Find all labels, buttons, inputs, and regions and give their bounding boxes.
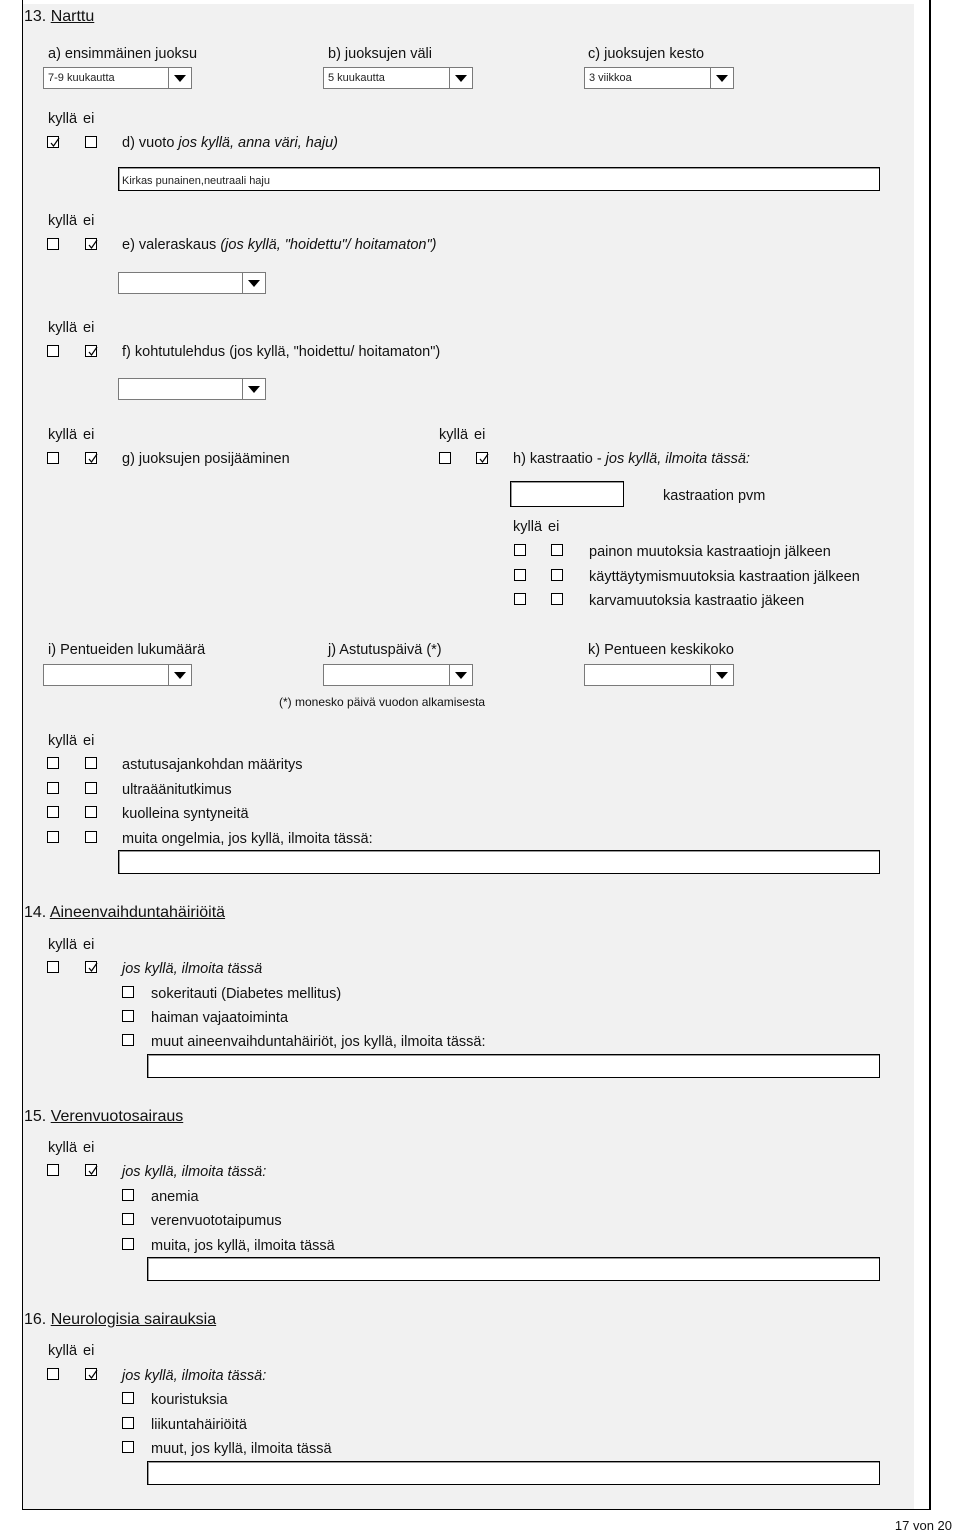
yes-checkbox[interactable] — [47, 1164, 59, 1176]
section-number: 14. — [24, 904, 47, 921]
section-title: Aineenvaihduntahäiriöitä — [49, 904, 226, 921]
yes-checkbox[interactable] — [439, 452, 451, 464]
other-bleeding-field[interactable] — [147, 1257, 880, 1281]
c-label: c) juoksujen kesto — [588, 46, 705, 62]
chevron-down-icon[interactable] — [242, 379, 265, 399]
no-checkbox[interactable] — [85, 1164, 97, 1176]
chevron-down-icon[interactable] — [710, 68, 733, 88]
j-label: j) Astutuspäivä (*) — [328, 642, 442, 658]
problem-item-label: muita ongelmia, jos kyllä, ilmoita tässä: — [122, 831, 373, 847]
no-checkbox[interactable] — [85, 961, 97, 973]
mating-day-note: (*) monesko päivä vuodon alkamisesta — [279, 695, 486, 709]
no-checkbox[interactable] — [85, 345, 97, 357]
bleeding-description-field[interactable] — [118, 167, 880, 191]
no-checkbox[interactable] — [85, 1368, 97, 1380]
item-label: sokeritauti (Diabetes mellitus) — [151, 986, 342, 1002]
item-label: muita, jos kyllä, ilmoita tässä — [151, 1238, 335, 1254]
item-label: muut, jos kyllä, ilmoita tässä — [151, 1441, 332, 1457]
other-neuro-field[interactable] — [147, 1461, 880, 1485]
heat-interval-select[interactable] — [323, 67, 473, 89]
item-checkbox[interactable] — [122, 1238, 134, 1250]
yes-checkbox[interactable] — [47, 806, 59, 818]
litter-size-select[interactable] — [584, 664, 734, 686]
right-border — [929, 0, 931, 1510]
e-label-italic: (jos kyllä, "hoidettu"/ hoitamaton") — [220, 237, 437, 253]
item-checkbox[interactable] — [122, 1213, 134, 1225]
left-border — [22, 0, 23, 1510]
yes-checkbox[interactable] — [47, 757, 59, 769]
h-label-italic: jos kyllä, ilmoita tässä: — [605, 451, 750, 467]
yes-checkbox[interactable] — [47, 961, 59, 973]
field-value: Kirkas punainen,neutraali haju — [122, 175, 270, 187]
e-label — [122, 237, 436, 253]
chevron-down-icon[interactable] — [449, 68, 472, 88]
item-label: haiman vajaatoiminta — [151, 1010, 289, 1026]
item-checkbox[interactable] — [122, 1034, 134, 1046]
pyometra-select[interactable] — [118, 378, 266, 400]
no-checkbox[interactable] — [476, 452, 488, 464]
section-15-heading — [24, 1108, 183, 1126]
mating-day-select[interactable] — [323, 664, 473, 686]
item-checkbox[interactable] — [122, 1392, 134, 1404]
section-title: Neurologisia sairauksia — [50, 1311, 217, 1328]
item-checkbox[interactable] — [122, 1441, 134, 1453]
section-number: 16. — [24, 1311, 47, 1328]
yes-checkbox[interactable] — [47, 452, 59, 464]
checkmark-icon — [87, 1369, 99, 1381]
checkmark-icon — [87, 453, 99, 465]
e-label-text: e) valeraskaus — [122, 237, 221, 253]
yes-checkbox[interactable] — [47, 136, 59, 148]
d-label-italic: jos kyllä, anna väri, haju) — [178, 135, 338, 151]
item-label: muut aineenvaihduntahäiriöt, jos kyllä, ilmoita tässä: — [151, 1034, 486, 1050]
item-label: verenvuototaipumus — [151, 1213, 282, 1229]
section-number: 15. — [24, 1108, 47, 1125]
h-item-label: karvamuutoksia kastraatio jäkeen — [589, 593, 805, 609]
select-value: 3 viikkoa — [589, 72, 632, 84]
yes-checkbox[interactable] — [514, 569, 526, 581]
yes-no-header: kyllä ei — [48, 427, 95, 443]
no-checkbox[interactable] — [85, 452, 97, 464]
yes-no-header: kyllä ei — [48, 733, 95, 749]
prompt-label: jos kyllä, ilmoita tässä: — [122, 1164, 267, 1180]
chevron-down-icon[interactable] — [710, 665, 733, 685]
yes-no-header: kyllä ei — [513, 519, 560, 535]
checkmark-icon — [49, 137, 61, 149]
g-label: g) juoksujen posijääminen — [122, 451, 290, 467]
select-value: 5 kuukautta — [328, 72, 385, 84]
problem-item-label: ultraäänitutkimus — [122, 782, 232, 798]
chevron-down-icon[interactable] — [242, 273, 265, 293]
first-heat-select[interactable] — [43, 67, 192, 89]
problem-item-label: kuolleina syntyneitä — [122, 806, 249, 822]
checkmark-icon — [87, 1165, 99, 1177]
yes-checkbox[interactable] — [47, 1368, 59, 1380]
item-checkbox[interactable] — [122, 1417, 134, 1429]
bottom-border — [22, 1509, 931, 1510]
checkmark-icon — [87, 346, 99, 358]
other-problems-field[interactable] — [118, 850, 880, 874]
section-14-heading — [24, 904, 225, 922]
no-checkbox[interactable] — [85, 782, 97, 794]
item-label: kouristuksia — [151, 1392, 228, 1408]
no-checkbox[interactable] — [85, 238, 97, 250]
yes-checkbox[interactable] — [47, 782, 59, 794]
no-checkbox[interactable] — [551, 593, 563, 605]
checkmark-icon — [87, 962, 99, 974]
section-title: Narttu — [50, 8, 95, 25]
yes-no-header: kyllä ei — [48, 320, 95, 336]
b-label: b) juoksujen väli — [328, 46, 432, 62]
chevron-down-icon[interactable] — [168, 665, 191, 685]
h-item-label: painon muutoksia kastraatiojn jälkeen — [589, 544, 831, 560]
yes-no-header: kyllä ei — [48, 111, 95, 127]
d-label-text: d) vuoto — [122, 135, 179, 151]
chevron-down-icon[interactable] — [449, 665, 472, 685]
f-label: f) kohtutulehdus (jos kyllä, "hoidettu/ hoitamaton") — [122, 344, 441, 360]
yes-no-header: kyllä ei — [48, 937, 95, 953]
yes-no-header: kyllä ei — [48, 1343, 95, 1359]
section-title: Verenvuotosairaus — [50, 1108, 184, 1125]
checkmark-icon — [478, 453, 490, 465]
item-checkbox[interactable] — [122, 1010, 134, 1022]
select-value: 7-9 kuukautta — [48, 72, 115, 84]
no-checkbox[interactable] — [85, 831, 97, 843]
section-number: 13. — [24, 8, 47, 25]
castration-date-label: kastraation pvm — [663, 488, 766, 504]
chevron-down-icon[interactable] — [168, 68, 191, 88]
yes-checkbox[interactable] — [47, 831, 59, 843]
h-label — [513, 451, 750, 467]
yes-checkbox[interactable] — [514, 593, 526, 605]
section-16-heading — [24, 1311, 216, 1329]
yes-no-header: kyllä ei — [48, 1140, 95, 1156]
yes-checkbox[interactable] — [514, 544, 526, 556]
problem-item-label: astutusajankohdan määritys — [122, 757, 303, 773]
yes-checkbox[interactable] — [47, 345, 59, 357]
prompt-label: jos kyllä, ilmoita tässä — [122, 961, 263, 977]
yes-checkbox[interactable] — [47, 238, 59, 250]
prompt-label: jos kyllä, ilmoita tässä: — [122, 1368, 267, 1384]
castration-date-field[interactable] — [510, 481, 624, 507]
d-label — [122, 135, 338, 151]
no-checkbox[interactable] — [551, 569, 563, 581]
item-label: anemia — [151, 1189, 199, 1205]
item-label: liikuntahäiriöitä — [151, 1417, 247, 1433]
no-checkbox[interactable] — [551, 544, 563, 556]
yes-no-header: kyllä ei — [439, 427, 486, 443]
k-label: k) Pentueen keskikoko — [588, 642, 734, 658]
heat-duration-select[interactable] — [584, 67, 734, 89]
i-label: i) Pentueiden lukumäärä — [48, 642, 206, 658]
checkmark-icon — [87, 239, 99, 251]
h-label-text: h) kastraatio - — [513, 451, 606, 467]
h-item-label: käyttäytymismuutoksia kastraation jälkeen — [589, 569, 860, 585]
yes-no-header: kyllä ei — [48, 213, 95, 229]
section-13-heading — [24, 8, 94, 26]
other-metabolic-field[interactable] — [147, 1054, 880, 1078]
page-number: 17 von 20 — [894, 1518, 952, 1533]
no-checkbox[interactable] — [85, 806, 97, 818]
item-checkbox[interactable] — [122, 1189, 134, 1201]
item-checkbox[interactable] — [122, 986, 134, 998]
no-checkbox[interactable] — [85, 136, 97, 148]
pseudopregnancy-select[interactable] — [118, 272, 266, 294]
a-label: a) ensimmäinen juoksu — [48, 46, 198, 62]
no-checkbox[interactable] — [85, 757, 97, 769]
litter-count-select[interactable] — [43, 664, 192, 686]
